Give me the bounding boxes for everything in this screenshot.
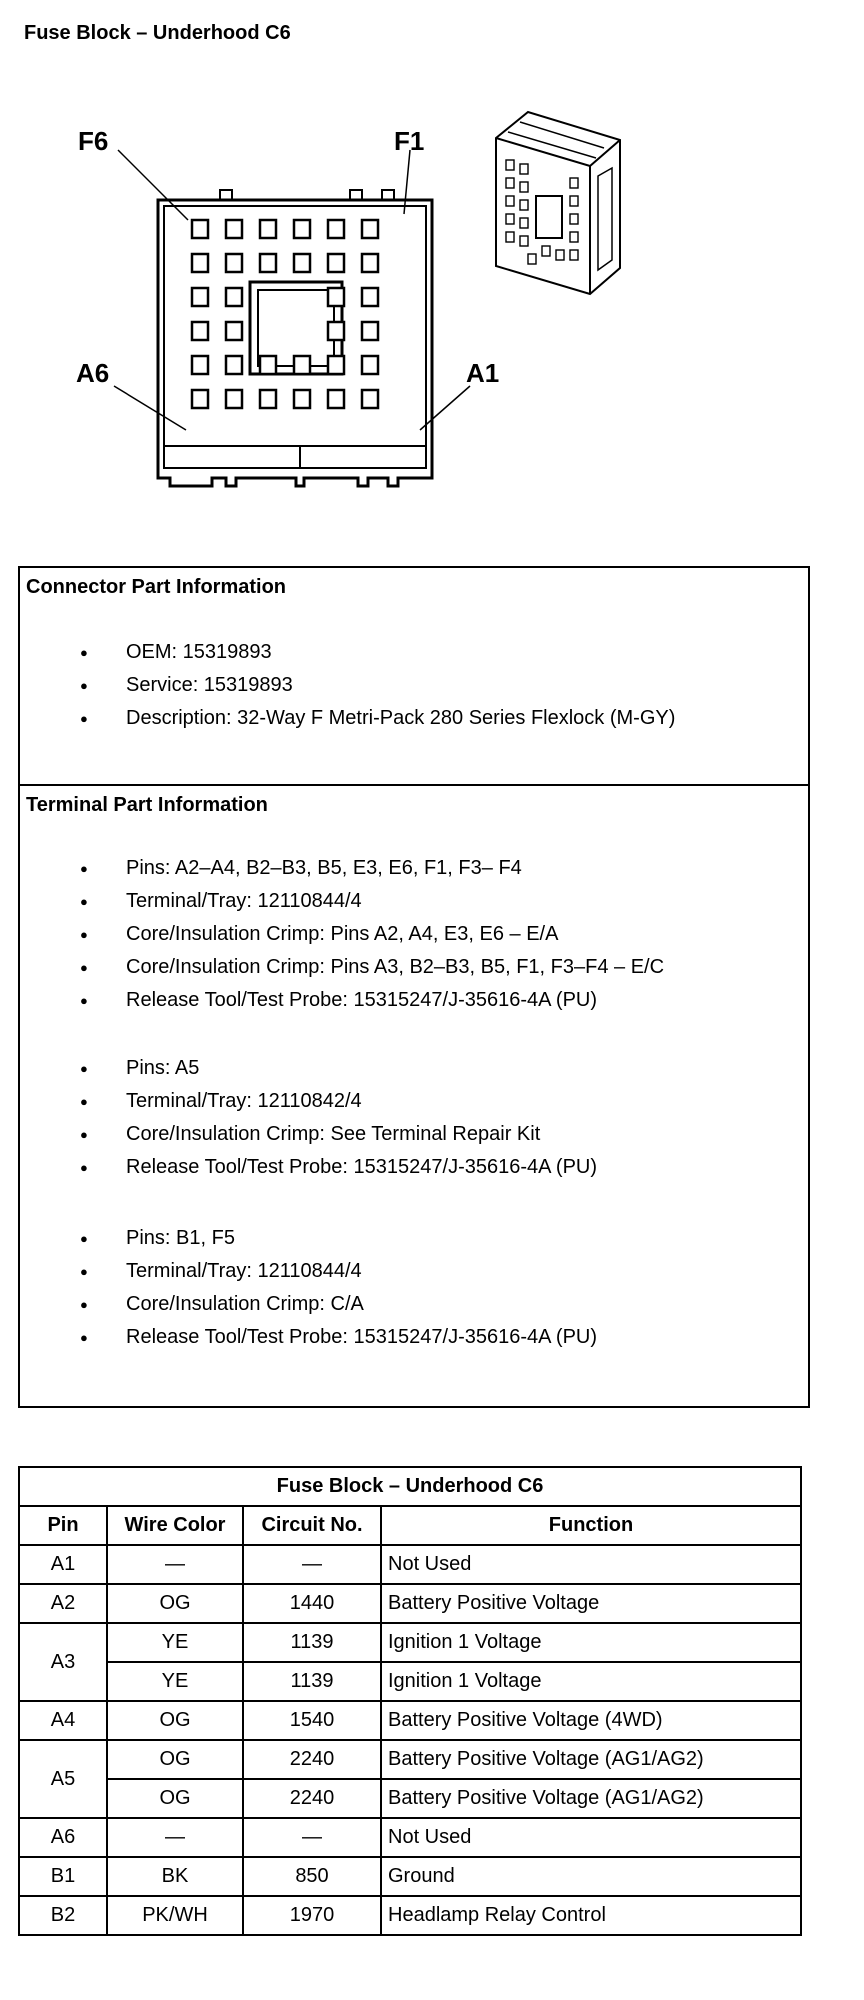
cavity: [328, 322, 344, 340]
pin-cell: A1: [19, 1545, 107, 1584]
list-item: ● Terminal/Tray: 12110842/4: [80, 1085, 597, 1118]
cavity: [362, 356, 378, 374]
list-item: ● Pins: B1, F5: [80, 1222, 597, 1255]
circuit-cell: 1139: [243, 1623, 381, 1662]
list-item: ● Core/Insulation Crimp: Pins A2, A4, E3, E6 – E/A: [80, 918, 664, 951]
table-row: [19, 1623, 801, 1662]
function-cell: Ignition 1 Voltage: [381, 1662, 801, 1701]
cavity: [260, 254, 276, 272]
wire-color-cell: PK/WH: [107, 1896, 243, 1935]
cavity: [192, 288, 208, 306]
cavity: [226, 288, 242, 306]
list-item: ● Core/Insulation Crimp: See Terminal Repair Kit: [80, 1118, 597, 1151]
label-f6: F6: [78, 126, 109, 156]
function-cell: Not Used: [381, 1818, 801, 1857]
terminal-group-2: [80, 1052, 597, 1184]
table-row: [19, 1857, 801, 1896]
circuit-cell: —: [243, 1545, 381, 1584]
function-cell: Battery Positive Voltage (AG1/AG2): [381, 1779, 801, 1818]
list-item: ● Pins: A2–A4, B2–B3, B5, E3, E6, F1, F3– F4: [80, 852, 664, 885]
cavity: [328, 254, 344, 272]
pin-cell: A4: [19, 1701, 107, 1740]
table-row: [19, 1818, 801, 1857]
pin-cell: B2: [19, 1896, 107, 1935]
wire-color-cell: —: [107, 1545, 243, 1584]
cavity: [226, 356, 242, 374]
list-item: ● Terminal/Tray: 12110844/4: [80, 1255, 597, 1288]
circuit-cell: —: [243, 1818, 381, 1857]
list-item: ● OEM: 15319893: [80, 636, 675, 669]
part-information-box: [18, 566, 810, 1408]
table-row: [19, 1584, 801, 1623]
terminal-group-1: [80, 852, 664, 1017]
function-cell: Battery Positive Voltage (AG1/AG2): [381, 1740, 801, 1779]
pin-function-table: [18, 1466, 802, 1936]
function-cell: Ground: [381, 1857, 801, 1896]
list-item: ● Release Tool/Test Probe: 15315247/J-35616-4A (PU): [80, 1151, 597, 1184]
table-row: [19, 1740, 801, 1779]
table-row: [19, 1779, 801, 1818]
list-item: ● Pins: A5: [80, 1052, 597, 1085]
connector-part-information: [20, 568, 808, 786]
label-a6: A6: [76, 358, 110, 388]
wire-color-cell: OG: [107, 1584, 243, 1623]
terminal-info-heading: Terminal Part Information: [26, 794, 268, 816]
cavity: [294, 254, 310, 272]
pin-cell: A3: [19, 1623, 107, 1701]
list-item: ● Release Tool/Test Probe: 15315247/J-35616-4A (PU): [80, 1321, 597, 1354]
header-circuit-no: Circuit No.: [243, 1506, 381, 1545]
cavity: [192, 220, 208, 238]
cavity: [226, 254, 242, 272]
cavity: [362, 220, 378, 238]
cavity: [362, 322, 378, 340]
function-cell: Battery Positive Voltage (4WD): [381, 1701, 801, 1740]
cavity: [328, 220, 344, 238]
list-item: ● Core/Insulation Crimp: Pins A3, B2–B3, B5, F1, F3–F4 – E/C: [80, 951, 664, 984]
circuit-cell: 1139: [243, 1662, 381, 1701]
cavity: [328, 356, 344, 374]
cavity: [192, 254, 208, 272]
label-a1: A1: [466, 358, 500, 388]
table-row: [19, 1701, 801, 1740]
cavity: [260, 356, 276, 374]
table-row: [19, 1896, 801, 1935]
cavity: [362, 390, 378, 408]
circuit-cell: 2240: [243, 1740, 381, 1779]
cavity: [226, 390, 242, 408]
cavity: [192, 322, 208, 340]
cavity: [260, 390, 276, 408]
cavity: [226, 220, 242, 238]
pin-cell: B1: [19, 1857, 107, 1896]
wire-color-cell: OG: [107, 1701, 243, 1740]
circuit-cell: 1440: [243, 1584, 381, 1623]
pin-cell: A5: [19, 1740, 107, 1818]
cavity: [192, 390, 208, 408]
list-item: ● Terminal/Tray: 12110844/4: [80, 885, 664, 918]
circuit-cell: 1540: [243, 1701, 381, 1740]
cavity: [328, 390, 344, 408]
cavity: [226, 322, 242, 340]
table-row: [19, 1662, 801, 1701]
header-function: Function: [381, 1506, 801, 1545]
wire-color-cell: BK: [107, 1857, 243, 1896]
wire-color-cell: YE: [107, 1623, 243, 1662]
cavity: [192, 356, 208, 374]
connector-info-list: [80, 636, 675, 735]
pin-cell: A2: [19, 1584, 107, 1623]
connector-isometric-view: [496, 112, 620, 294]
pin-cell: A6: [19, 1818, 107, 1857]
cavity: [294, 390, 310, 408]
function-cell: Not Used: [381, 1545, 801, 1584]
cavity: [294, 220, 310, 238]
function-cell: Ignition 1 Voltage: [381, 1623, 801, 1662]
list-item: ● Core/Insulation Crimp: C/A: [80, 1288, 597, 1321]
connector-info-heading: Connector Part Information: [26, 576, 287, 598]
cavity: [362, 288, 378, 306]
circuit-cell: 850: [243, 1857, 381, 1896]
function-cell: Headlamp Relay Control: [381, 1896, 801, 1935]
pin-table-body: [19, 1545, 801, 1935]
cavity: [294, 356, 310, 374]
table-title: Fuse Block – Underhood C6: [19, 1467, 801, 1506]
wire-color-cell: YE: [107, 1662, 243, 1701]
list-item: ● Description: 32-Way F Metri-Pack 280 Series Flexlock (M-GY): [80, 702, 675, 735]
cavity: [328, 288, 344, 306]
connector-face-diagram: [0, 0, 864, 500]
page-title: Fuse Block – Underhood C6: [24, 22, 291, 44]
wire-color-cell: —: [107, 1818, 243, 1857]
wire-color-cell: OG: [107, 1740, 243, 1779]
list-item: ● Service: 15319893: [80, 669, 675, 702]
circuit-cell: 2240: [243, 1779, 381, 1818]
cavity: [260, 220, 276, 238]
label-f1: F1: [394, 126, 425, 156]
wire-color-cell: OG: [107, 1779, 243, 1818]
list-item: ● Release Tool/Test Probe: 15315247/J-35616-4A (PU): [80, 984, 664, 1017]
table-row: [19, 1545, 801, 1584]
circuit-cell: 1970: [243, 1896, 381, 1935]
terminal-group-3: [80, 1222, 597, 1354]
cavity: [362, 254, 378, 272]
header-wire-color: Wire Color: [107, 1506, 243, 1545]
terminal-part-information: [20, 786, 808, 1408]
function-cell: Battery Positive Voltage: [381, 1584, 801, 1623]
header-pin: Pin: [19, 1506, 107, 1545]
